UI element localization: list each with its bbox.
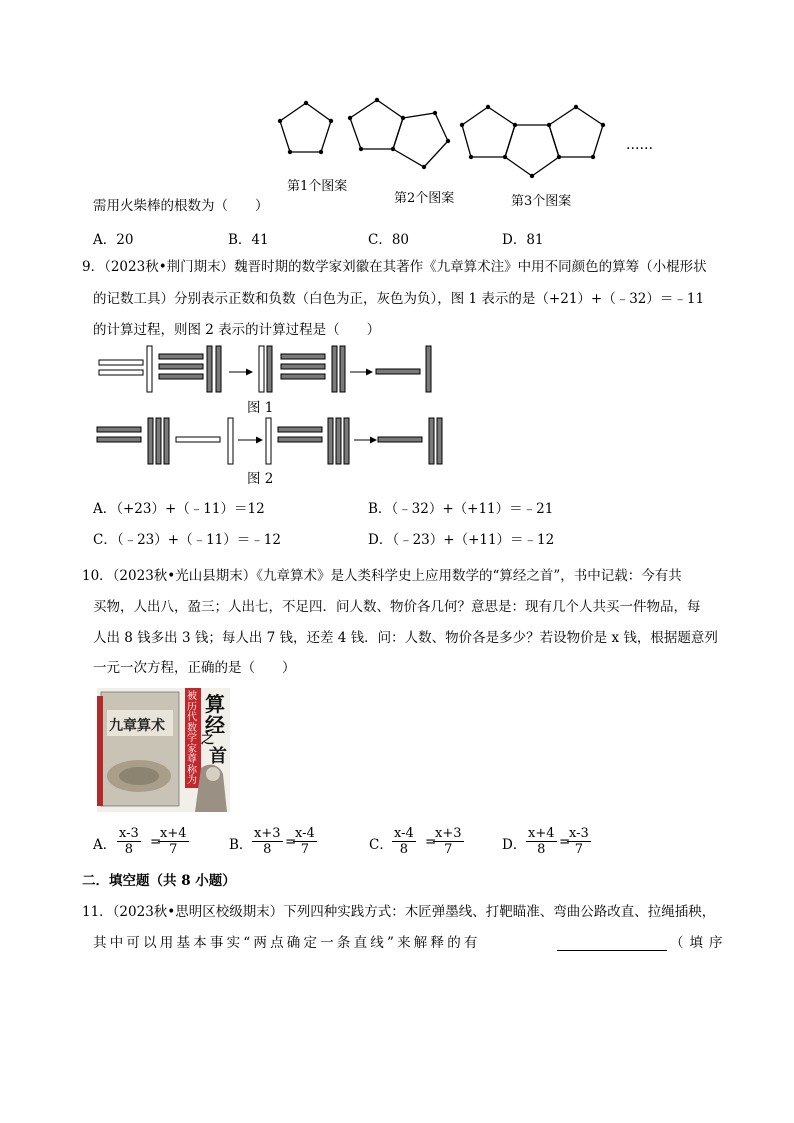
- q10-option-a-left-fraction: [117, 826, 141, 857]
- q11-line-1: 11．（2023秋•思明区校级期末）下列四种实践方式：木匠弹墨线、打靶瞄准、弯曲公路改直、拉绳插秧，: [82, 904, 716, 920]
- book-big-char-3: 之: [201, 732, 215, 747]
- q8-option-b: B．41: [228, 232, 269, 248]
- fraction-numerator: x+3: [435, 826, 462, 841]
- q11-answer-blank[interactable]: [557, 950, 667, 951]
- fraction-denominator: 7: [300, 842, 310, 857]
- fraction-denominator: 8: [537, 842, 546, 857]
- fraction-numerator: x-4: [394, 826, 414, 841]
- book-big-char-4: 首: [209, 746, 227, 767]
- caption-figure-3: 第3个图案: [511, 194, 572, 209]
- q10-option-a-label: A．: [93, 837, 117, 853]
- equals-sign: =: [150, 834, 162, 850]
- fraction-denominator: 8: [263, 842, 272, 857]
- pattern-ellipsis: ……: [626, 137, 653, 153]
- book-side-text: 被历代数学家尊称为: [187, 691, 197, 786]
- fraction-numerator: x+4: [160, 826, 187, 841]
- fraction-numerator: x-3: [569, 826, 589, 841]
- q8-option-a: A．20: [93, 232, 134, 248]
- q9-line-1: 9．（2023秋•荆门期末）魏晋时期的数学家刘徽在其著作《九章算术注》中用不同颜色的算筹（小棍形状: [82, 259, 707, 275]
- q10-option-b-left-fraction: [252, 826, 283, 857]
- equals-sign: =: [559, 834, 571, 850]
- q10-line-1: 10．（2023秋•光山县期末）《九章算术》是人类科学史上应用数学的“算经之首”，书中记载：今有共: [82, 568, 682, 584]
- book-big-char-2: 经: [205, 713, 225, 737]
- fraction-numerator: x+3: [254, 826, 281, 841]
- fraction-denominator: 7: [444, 842, 453, 857]
- equals-sign: =: [285, 834, 297, 850]
- caption-figure-1: 第1个图案: [287, 179, 348, 194]
- q8-stem: 需用火柴棒的根数为（ ）: [93, 198, 269, 214]
- q8-option-d: D．81: [502, 232, 544, 248]
- fraction-denominator: 8: [399, 842, 409, 857]
- q10-option-c-label: C．: [369, 837, 393, 853]
- q10-option-a-right-fraction: [158, 826, 189, 857]
- q10-option-d-label: D．: [502, 837, 527, 853]
- fraction-denominator: 7: [574, 842, 584, 857]
- q10-line-3: 人出 8 钱多出 3 钱；每人出 7 钱，还差 4 钱．问：人数、物价各是多少？若设物价是 x 钱，根据题意列: [93, 630, 718, 646]
- fraction-denominator: 8: [124, 842, 134, 857]
- q11-line-2: 其中可以用基本事实“两点确定一条直线”来解释的有: [93, 935, 481, 951]
- q10-option-b-label: B．: [229, 837, 253, 853]
- book-cover-image: [97, 688, 230, 812]
- q10-option-c-left-fraction: [392, 826, 416, 857]
- q10-option-d-right-fraction: [567, 826, 591, 857]
- q9-line-3: 的计算过程，则图 2 表示的计算过程是（ ）: [93, 322, 381, 338]
- fraction-denominator: 7: [169, 842, 178, 857]
- figure-2-label: 图 2: [247, 471, 274, 487]
- figure-1-label: 图 1: [247, 400, 274, 416]
- q10-option-c-right-fraction: [433, 826, 464, 857]
- q9-option-b: B．（﹣32）+（+11）＝﹣21: [368, 501, 554, 517]
- caption-figure-2: 第2个图案: [394, 191, 455, 206]
- fraction-numerator: x-4: [295, 826, 315, 841]
- fraction-numerator: x-3: [119, 826, 139, 841]
- q10-line-4: 一元一次方程，正确的是（ ）: [93, 660, 296, 676]
- q10-option-d-left-fraction: [526, 826, 557, 857]
- equals-sign: =: [425, 834, 437, 850]
- q8-option-c: C．80: [368, 232, 410, 248]
- q9-line-2: 的记数工具）分别表示正数和负数（白色为正，灰色为负），图 1 表示的是（+21）+（﹣32）＝﹣11: [93, 291, 705, 307]
- fraction-numerator: x+4: [528, 826, 555, 841]
- q9-option-a: A．（+23）+（﹣11）＝12: [93, 501, 265, 517]
- section-2-heading: 二．填空题（共 8 小题）: [82, 873, 236, 889]
- book-title: 九章算术: [109, 718, 165, 734]
- q9-option-d: D．（﹣23）+（+11）＝﹣12: [368, 532, 555, 548]
- q9-option-c: C．（﹣23）+（﹣11）＝﹣12: [93, 532, 281, 548]
- q10-option-b-right-fraction: [293, 826, 317, 857]
- book-big-char-1: 算: [205, 692, 225, 716]
- q11-line-2-tail: （填序: [670, 935, 729, 951]
- q10-line-2: 买物，人出八，盈三；人出七，不足四．问人数、物价各几何？意思是：现有几个人共买一件物品，每: [93, 599, 701, 615]
- counting-rod-figures: [0, 0, 794, 500]
